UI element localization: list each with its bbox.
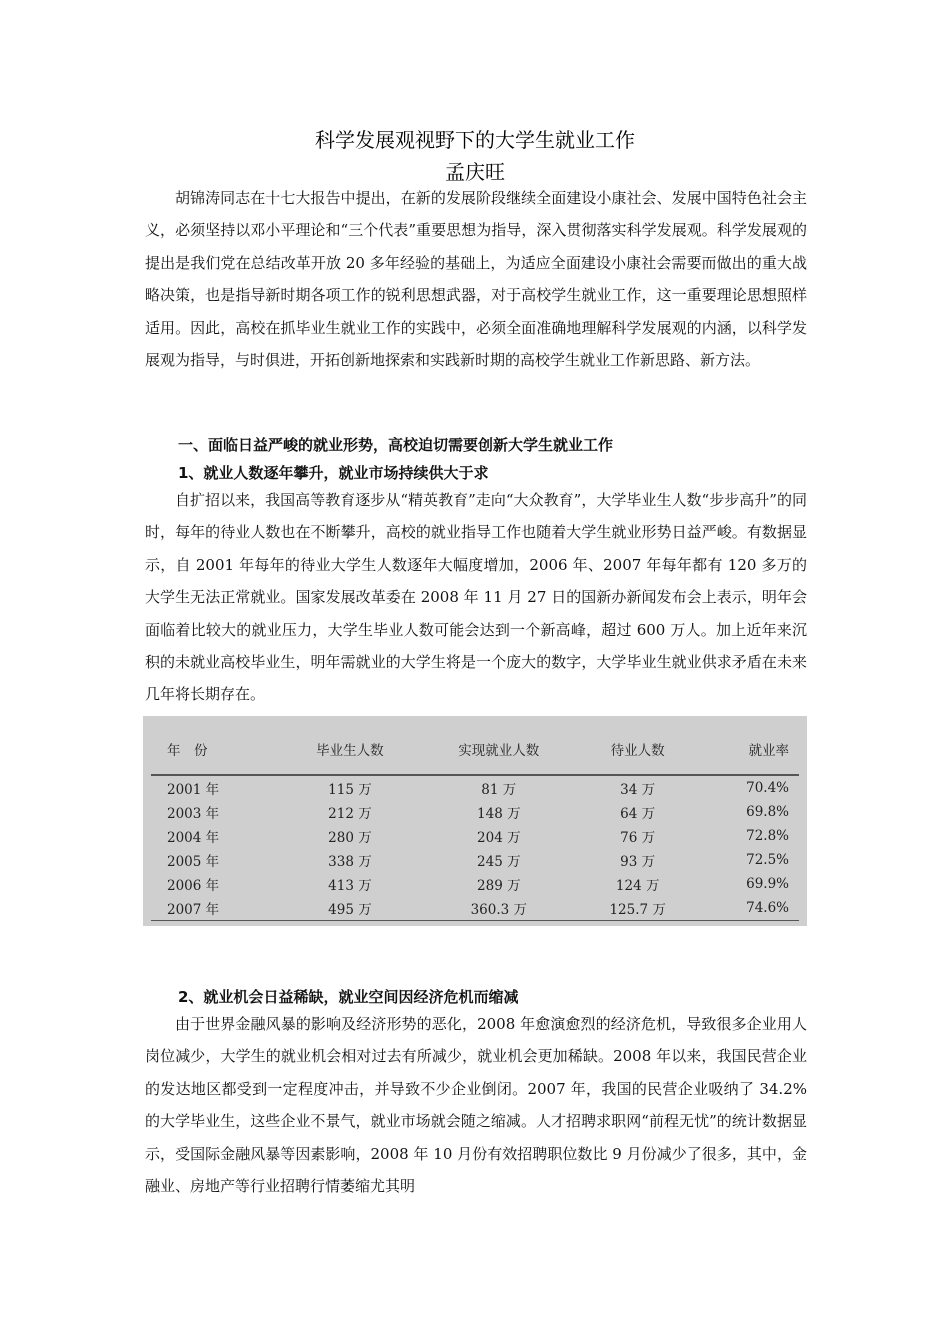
cell-rate: 69.9% — [746, 876, 789, 892]
cell-rate: 74.6% — [696, 896, 799, 921]
header-unemployed: 待业人数 — [579, 724, 696, 775]
cell-unemployed: 124 万 — [615, 878, 660, 894]
section-1-heading: 一、面临日益严峻的就业形势，高校迫切需要创新大学生就业工作 — [178, 436, 614, 454]
subsection-1-paragraph: 自扩招以来，我国高等教育逐步从“精英教育”走向“大众教育”，大学毕业生人数“步步高升”的同时，每年的待业人数也在不断攀升，高校的就业指导工作也随着大学生就业形势日益严峻。有数据显示，自 2001 年每年的待业大学生人数逐年大幅度增加，2006 年、2007 年每年都有 120 多万的大学生无法正常就业。国家发展改革委在 2008 年 11 月 27 日的国新办新闻发布会上表示，明年会面临着比较大的就业压力，大学生毕业人数可能会达到一个新高峰，超过 600 万人。加上近年来沉积的未就业高校毕业生，明年需就业的大学生将是一个庞大的数字，大学毕业生就业供求矛盾在未来几年将长期存在。 — [145, 491, 807, 704]
cell-unemployed: 34 万 — [620, 782, 656, 798]
cell-rate: 72.8% — [746, 828, 789, 844]
cell-employed: 148 万 — [477, 806, 521, 822]
header-employment-rate: 就业率 — [696, 724, 799, 775]
table-row — [151, 775, 799, 800]
subsection-1-heading: 1、就业人数逐年攀升，就业市场持续供大于求 — [178, 464, 489, 482]
table-row — [151, 896, 799, 921]
document-author: 孟庆旺 — [445, 160, 505, 184]
cell-employed: 245 万 — [477, 854, 521, 870]
cell-year: 2007 年 — [151, 896, 282, 921]
subsection-1-block — [145, 484, 807, 711]
cell-unemployed: 93 万 — [620, 854, 656, 870]
cell-year: 2006 年 — [167, 878, 220, 894]
cell-rate: 70.4% — [746, 780, 789, 796]
cell-employed: 81 万 — [481, 782, 517, 798]
cell-graduates: 338 万 — [328, 854, 372, 870]
cell-employed: 289 万 — [477, 878, 521, 894]
cell-unemployed: 125.7 万 — [579, 896, 696, 921]
header-employed: 实现就业人数 — [418, 724, 579, 775]
subsection-2-block — [145, 1008, 807, 1202]
cell-employed: 204 万 — [477, 830, 521, 846]
cell-year: 2005 年 — [167, 854, 220, 870]
cell-graduates: 115 万 — [328, 782, 372, 798]
intro-block — [145, 182, 807, 376]
cell-graduates: 495 万 — [282, 896, 419, 921]
cell-year: 2004 年 — [167, 830, 220, 846]
table-row — [151, 872, 799, 896]
document-title: 科学发展观视野下的大学生就业工作 — [315, 128, 635, 152]
cell-rate: 72.5% — [746, 852, 789, 868]
cell-graduates: 212 万 — [328, 806, 372, 822]
employment-table — [151, 724, 799, 921]
cell-year: 2001 年 — [167, 782, 220, 798]
intro-paragraph: 胡锦涛同志在十七大报告中提出，在新的发展阶段继续全面建设小康社会、发展中国特色社会主义，必须坚持以邓小平理论和“三个代表”重要思想为指导，深入贯彻落实科学发展观。科学发展观的提出是我们党在总结改革开放 20 多年经验的基础上，为适应全面建设小康社会需要而做出的重大战略决策，也是指导新时期各项工作的锐利思想武器，对于高校学生就业工作，这一重要理论思想照样适用。因此，高校在抓毕业生就业工作的实践中，必须全面准确地理解科学发展观的内涵，以科学发展观为指导，与时俱进，开拓创新地探索和实践新时期的高校学生就业工作新思路、新方法。 — [145, 189, 807, 370]
cell-graduates: 280 万 — [328, 830, 372, 846]
subsection-2-heading: 2、就业机会日益稀缺，就业空间因经济危机而缩减 — [178, 988, 519, 1006]
subsection-2-paragraph: 由于世界金融风暴的影响及经济形势的恶化，2008 年愈演愈烈的经济危机，导致很多企业用人岗位减少，大学生的就业机会相对过去有所减少，就业机会更加稀缺。2008 年以来，我国民营企业的发达地区都受到一定程度冲击，并导致不少企业倒闭。2007 年，我国的民营企业吸纳了 34.2%的大学毕业生，这些企业不景气，就业市场就会随之缩减。人才招聘求职网“前程无忧”的统计数据显示，受国际金融风暴等因素影响，2008 年 10 月份有效招聘职位数比 9 月份减少了很多，其中，金融业、房地产等行业招聘行情萎缩尤其明 — [145, 1015, 807, 1196]
header-year: 年 份 — [151, 724, 282, 775]
cell-employed: 360.3 万 — [418, 896, 579, 921]
header-graduates: 毕业生人数 — [282, 724, 419, 775]
table-row — [151, 824, 799, 848]
cell-unemployed: 76 万 — [620, 830, 656, 846]
cell-unemployed: 64 万 — [620, 806, 656, 822]
cell-year: 2003 年 — [167, 806, 220, 822]
table-row — [151, 800, 799, 824]
cell-graduates: 413 万 — [328, 878, 372, 894]
table-row — [151, 848, 799, 872]
cell-rate: 69.8% — [746, 804, 789, 820]
employment-table-image — [143, 716, 807, 926]
table-header-row — [151, 724, 799, 775]
